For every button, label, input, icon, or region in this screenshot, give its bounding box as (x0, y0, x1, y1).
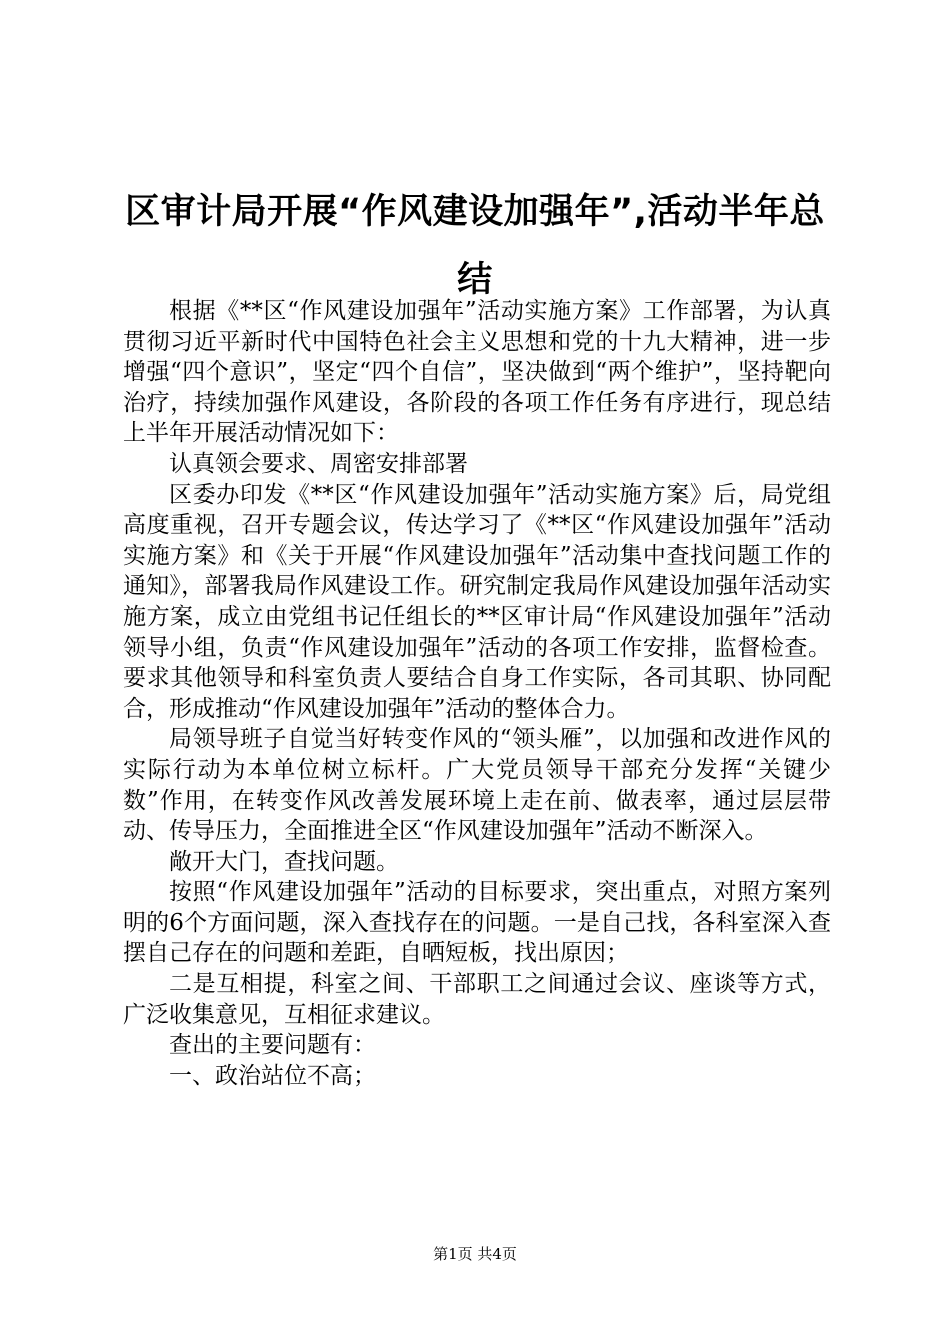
paragraph-intro: 根据《**区“作风建设加强年”活动实施方案》工作部署，为认真贯彻习近平新时代中国特色社会主义思想和党的十九大精神，进一步增强“四个意识”，坚定“四个自信”，坚决做到“两个维护”，坚持靶向治疗，持续加强作风建设，各阶段的各项工作任务有序进行，现总结上半年开展活动情况如下： (123, 298, 831, 447)
document-body (123, 296, 831, 1091)
paragraph: 查出的主要问题有： (169, 1032, 376, 1059)
paragraph: 二是互相提，科室之间、干部职工之间通过会议、座谈等方式，广泛收集意见，互相征求建议。 (123, 971, 831, 1028)
document-title: 区审计局开展“作风建设加强年”,活动半年总结 (125, 192, 825, 300)
paragraph: 局领导班子自觉当好转变作风的“领头雁”，以加强和改进作风的实际行动为本单位树立标杆。广大党员领导干部充分发挥“关键少数”作用，在转变作风改善发展环境上走在前、做表率，通过层层带动、传导压力，全面推进全区“作风建设加强年”活动不断深入。 (123, 726, 831, 845)
page-footer: 第1页 共4页 (433, 1245, 517, 1263)
section-heading: 敞开大门，查找问题。 (169, 848, 399, 875)
list-item: 一、政治站位不高； (169, 1062, 376, 1089)
paragraph: 区委办印发《**区“作风建设加强年”活动实施方案》后，局党组高度重视，召开专题会议，传达学习了《**区“作风建设加强年”活动实施方案》和《关于开展“作风建设加强年”活动集中查找问题工作的通知》，部署我局作风建设工作。研究制定我局作风建设加强年活动实施方案，成立由党组书记任组长的**区审计局“作风建设加强年”活动领导小组，负责“作风建设加强年”活动的各项工作安排，监督检查。要求其他领导和科室负责人要结合自身工作实际，各司其职、协同配合，形成推动“作风建设加强年”活动的整体合力。 (123, 481, 831, 722)
section-heading: 认真领会要求、周密安排部署 (169, 450, 468, 477)
paragraph: 按照“作风建设加强年”活动的目标要求，突出重点，对照方案列明的6个方面问题，深入查找存在的问题。一是自己找，各科室深入查摆自己存在的问题和差距，自晒短板，找出原因； (123, 879, 831, 967)
